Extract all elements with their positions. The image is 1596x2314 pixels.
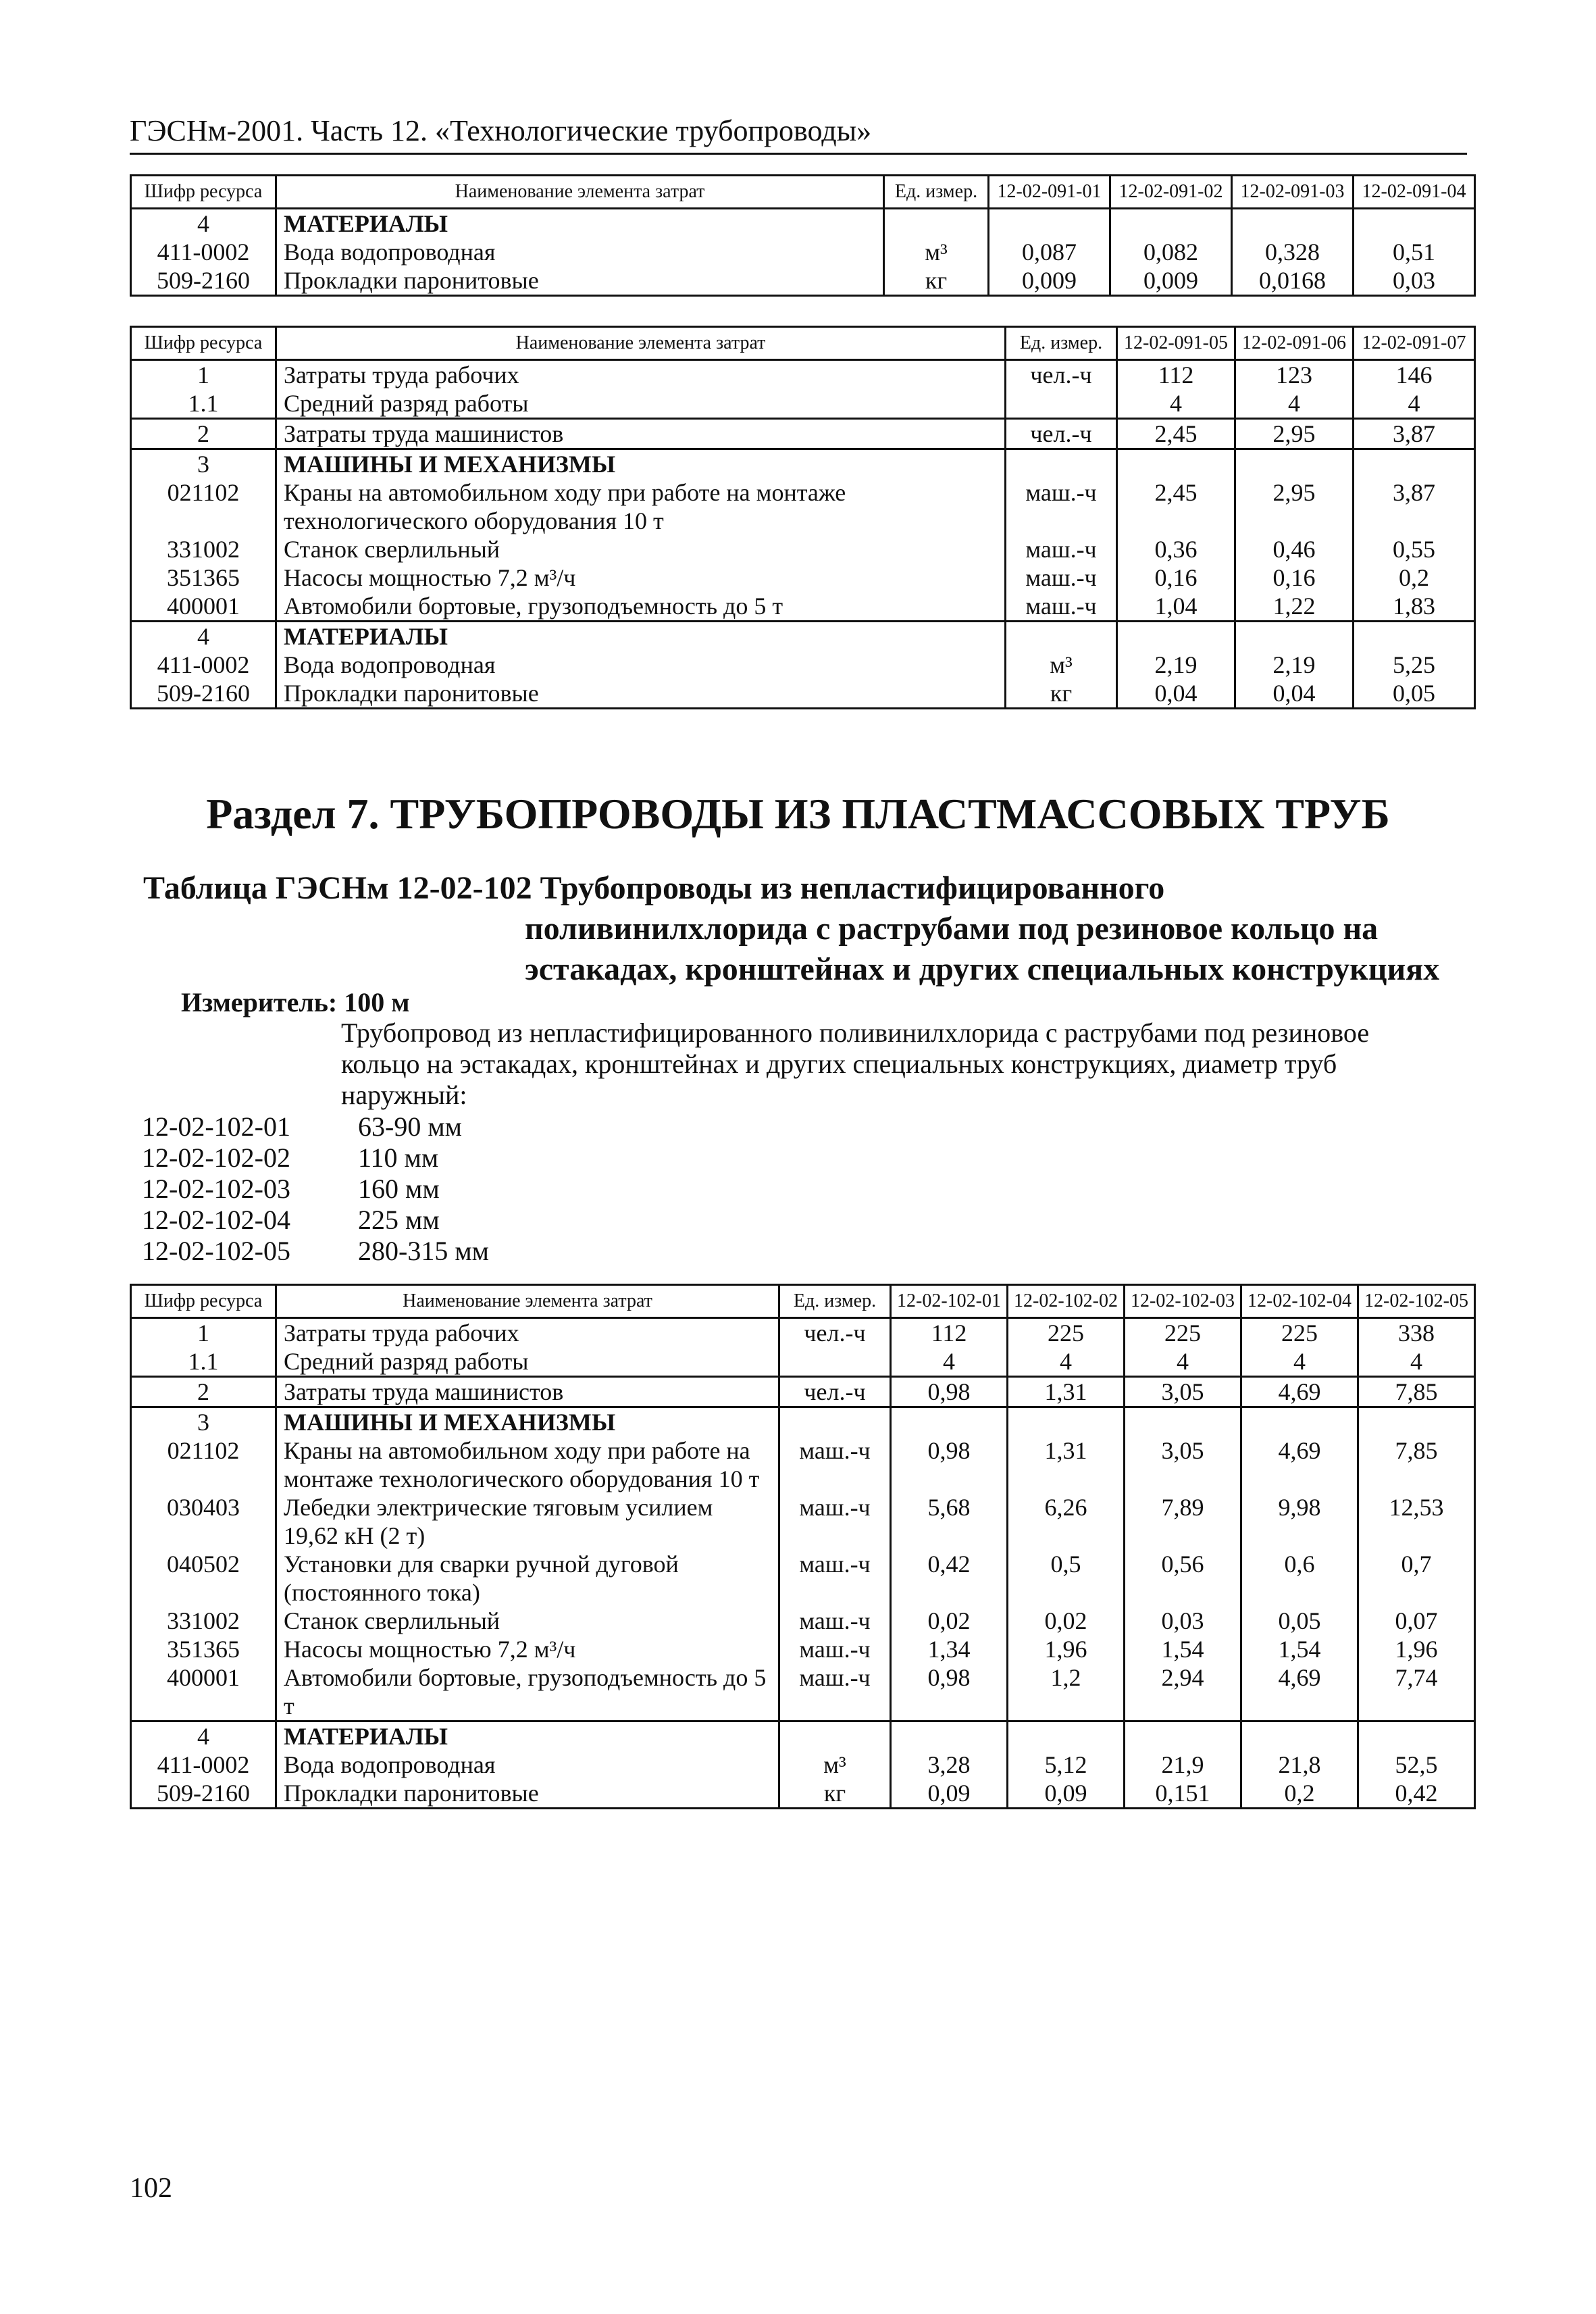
value-cell: 0,02 [1008,1607,1125,1635]
unit: маш.-ч [1006,592,1117,622]
column-header-norm: 12-02-102-05 [1358,1285,1475,1318]
code: 12-02-102-01 [142,1111,290,1142]
resource-code: 4 [131,209,276,238]
value-cell: 0,6 [1241,1550,1358,1607]
value-cell: 0,009 [1110,266,1232,296]
value-cell: 1,96 [1008,1635,1125,1663]
value-cell: 1,83 [1354,592,1475,622]
column-header-norm: 12-02-091-07 [1354,327,1475,360]
table-091-05-07 [130,326,1476,709]
value-cell: 225 [1241,1318,1358,1348]
table-row [131,1779,1475,1809]
value-cell: 0,09 [1008,1779,1125,1809]
resource-code: 2 [131,419,276,449]
table-row [131,1318,1475,1348]
value-cell: 4,69 [1241,1377,1358,1407]
code-list-item [142,1174,489,1205]
table-102 [130,1284,1476,1809]
code-label: 63-90 мм [358,1111,462,1142]
value-cell: 1,31 [1008,1377,1125,1407]
resource-code: 3 [131,449,276,479]
column-header-code: Шифр ресурса [131,176,276,209]
resource-code: 4 [131,1721,276,1751]
value-cell: 0,04 [1117,679,1235,709]
value-cell: 3,05 [1125,1436,1241,1493]
value-cell [1008,1721,1125,1751]
table-row [131,1377,1475,1407]
value-cell: 0,05 [1241,1607,1358,1635]
column-header-name: Наименование элемента затрат [276,176,884,209]
table-row [131,1635,1475,1663]
resource-code: 3 [131,1407,276,1437]
value-cell: 7,85 [1358,1377,1475,1407]
resource-code: 351365 [131,563,276,592]
unit: маш.-ч [779,1436,891,1493]
table-row [131,1550,1475,1607]
value-cell: 4 [1358,1347,1475,1377]
value-cell: 0,36 [1117,535,1235,563]
value-cell: 123 [1235,360,1354,390]
resource-name: Затраты труда рабочих [276,1318,779,1348]
value-cell: 1,22 [1235,592,1354,622]
resource-name: Насосы мощностью 7,2 м³/ч [276,1635,779,1663]
resource-code: 4 [131,622,276,651]
value-cell: 0,05 [1354,679,1475,709]
description: Трубопровод из непластифицированного поливинилхлорида с раструбами под резиновое кольцо на эстакадах, кронштейнах и других специальных конструкциях, диаметр труб наружный: [341,1017,1370,1110]
resource-name: Станок сверлильный [276,535,1006,563]
value-cell: 112 [891,1318,1008,1348]
resource-name: Затраты труда машинистов [276,1377,779,1407]
value-cell: 0,009 [989,266,1110,296]
resource-name: Прокладки паронитовые [276,1779,779,1809]
unit: кг [884,266,989,296]
value-cell: 0,328 [1232,238,1354,266]
value-cell: 0,03 [1125,1607,1241,1635]
table-row [131,563,1475,592]
value-cell: 2,45 [1117,419,1235,449]
resource-code: 021102 [131,478,276,535]
value-cell [1354,622,1475,651]
resource-code: 030403 [131,1493,276,1550]
table-row [131,449,1475,479]
unit: кг [779,1779,891,1809]
value-cell: 0,04 [1235,679,1354,709]
value-cell: 4 [1008,1347,1125,1377]
value-cell [1241,1407,1358,1437]
resource-code: 400001 [131,592,276,622]
value-cell: 0,09 [891,1779,1008,1809]
value-cell: 0,98 [891,1377,1008,1407]
resource-name: Прокладки паронитовые [276,679,1006,709]
value-cell: 0,46 [1235,535,1354,563]
resource-code: 351365 [131,1635,276,1663]
value-cell: 0,082 [1110,238,1232,266]
column-header-norm: 12-02-091-04 [1354,176,1475,209]
table-row [131,1721,1475,1751]
unit: чел.-ч [779,1318,891,1348]
column-header-norm: 12-02-102-01 [891,1285,1008,1318]
unit [779,1407,891,1437]
resource-name: МАШИНЫ И МЕХАНИЗМЫ [276,1407,779,1437]
resource-name: Лебедки электрические тяговым усилием 19,62 кН (2 т) [276,1493,779,1550]
table-title-line-1: Таблица ГЭСНм 12-02-102 Трубопроводы из непластифицированного [143,870,1165,906]
column-header-name: Наименование элемента затрат [276,1285,779,1318]
table-row [131,651,1475,679]
resource-name: Автомобили бортовые, грузоподъемность до 5 т [276,1663,779,1721]
table-row [131,622,1475,651]
unit: чел.-ч [1006,360,1117,390]
value-cell: 7,89 [1125,1493,1241,1550]
code-label: 110 мм [358,1142,439,1173]
value-cell: 3,87 [1354,419,1475,449]
value-cell [1110,209,1232,238]
value-cell: 0,42 [1358,1779,1475,1809]
value-cell: 1,96 [1358,1635,1475,1663]
table-title [143,868,1460,990]
value-cell: 4 [1354,389,1475,419]
value-cell: 2,95 [1235,419,1354,449]
page-header: ГЭСНм-2001. Часть 12. «Технологические трубопроводы» [130,114,872,147]
resource-name: Вода водопроводная [276,1751,779,1779]
table-row [131,266,1475,296]
value-cell: 225 [1125,1318,1241,1348]
table-row [131,478,1475,535]
column-header-norm: 12-02-102-03 [1125,1285,1241,1318]
unit: кг [1006,679,1117,709]
value-cell [1117,622,1235,651]
resource-name: Вода водопроводная [276,651,1006,679]
resource-code: 040502 [131,1550,276,1607]
table-row [131,1751,1475,1779]
table-row [131,1407,1475,1437]
value-cell: 3,28 [891,1751,1008,1779]
unit: маш.-ч [1006,563,1117,592]
value-cell: 0,42 [891,1550,1008,1607]
value-cell: 0,2 [1354,563,1475,592]
unit: маш.-ч [779,1663,891,1721]
value-cell [1235,449,1354,479]
code-list [142,1111,489,1267]
column-header-code: Шифр ресурса [131,1285,276,1318]
value-cell: 0,98 [891,1663,1008,1721]
value-cell [989,209,1110,238]
value-cell: 2,45 [1117,478,1235,535]
value-cell: 5,68 [891,1493,1008,1550]
table-title-line-3: эстакадах, кронштейнах и других специальных конструкциях [525,951,1440,987]
value-cell: 4 [1235,389,1354,419]
value-cell: 3,05 [1125,1377,1241,1407]
resource-code: 400001 [131,1663,276,1721]
code: 12-02-102-04 [142,1205,290,1235]
unit: маш.-ч [779,1493,891,1550]
code-list-item [142,1142,489,1174]
value-cell: 2,19 [1117,651,1235,679]
code-list-item [142,1236,489,1267]
resource-name: Автомобили бортовые, грузоподъемность до 5 т [276,592,1006,622]
resource-name: Станок сверлильный [276,1607,779,1635]
table-row [131,1347,1475,1377]
table-row [131,1663,1475,1721]
table-row [131,238,1475,266]
value-cell: 4 [1117,389,1235,419]
value-cell: 2,95 [1235,478,1354,535]
unit [1006,389,1117,419]
value-cell: 0,7 [1358,1550,1475,1607]
resource-name: МАТЕРИАЛЫ [276,622,1006,651]
resource-code: 1.1 [131,1347,276,1377]
code-label: 160 мм [358,1174,440,1204]
value-cell: 4 [1125,1347,1241,1377]
resource-code: 2 [131,1377,276,1407]
value-cell: 4,69 [1241,1436,1358,1493]
value-cell: 6,26 [1008,1493,1125,1550]
value-cell: 1,04 [1117,592,1235,622]
column-header-norm: 12-02-091-01 [989,176,1110,209]
resource-code: 411-0002 [131,238,276,266]
table-row [131,389,1475,419]
unit [884,209,989,238]
value-cell: 225 [1008,1318,1125,1348]
column-header-norm: 12-02-091-03 [1232,176,1354,209]
value-cell: 0,03 [1354,266,1475,296]
column-header-norm: 12-02-102-04 [1241,1285,1358,1318]
value-cell: 0,087 [989,238,1110,266]
header-rule [130,153,1467,155]
unit [1006,622,1117,651]
value-cell [1358,1407,1475,1437]
resource-code: 331002 [131,535,276,563]
value-cell: 1,54 [1241,1635,1358,1663]
value-cell: 4,69 [1241,1663,1358,1721]
resource-name: Насосы мощностью 7,2 м³/ч [276,563,1006,592]
resource-code: 1.1 [131,389,276,419]
value-cell: 0,07 [1358,1607,1475,1635]
column-header-norm: 12-02-102-02 [1008,1285,1125,1318]
resource-name: Краны на автомобильном ходу при работе на монтаже технологического оборудования 10 т [276,478,1006,535]
unit: м³ [779,1751,891,1779]
value-cell: 0,02 [891,1607,1008,1635]
unit: маш.-ч [779,1550,891,1607]
value-cell: 0,55 [1354,535,1475,563]
header-row [131,1285,1475,1318]
resource-name: Затраты труда рабочих [276,360,1006,390]
table-091-01-04 [130,174,1476,297]
resource-code: 509-2160 [131,266,276,296]
resource-code: 331002 [131,1607,276,1635]
value-cell: 21,9 [1125,1751,1241,1779]
resource-code: 021102 [131,1436,276,1493]
value-cell: 0,151 [1125,1779,1241,1809]
resource-name: Средний разряд работы [276,389,1006,419]
resource-name: МАШИНЫ И МЕХАНИЗМЫ [276,449,1006,479]
value-cell: 0,0168 [1232,266,1354,296]
resource-name: Вода водопроводная [276,238,884,266]
resource-name: Прокладки паронитовые [276,266,884,296]
value-cell [1125,1721,1241,1751]
resource-code: 411-0002 [131,651,276,679]
value-cell: 1,54 [1125,1635,1241,1663]
table-row [131,535,1475,563]
value-cell [1354,209,1475,238]
header-row [131,327,1475,360]
value-cell: 4 [891,1347,1008,1377]
column-header-unit: Ед. измер. [884,176,989,209]
table-row [131,1436,1475,1493]
header-row [131,176,1475,209]
table-row [131,1493,1475,1550]
column-header-norm: 12-02-091-06 [1235,327,1354,360]
code: 12-02-102-02 [142,1142,290,1173]
value-cell [891,1407,1008,1437]
value-cell [1358,1721,1475,1751]
code-label: 280-315 мм [358,1236,489,1266]
value-cell: 2,94 [1125,1663,1241,1721]
value-cell [1354,449,1475,479]
unit: маш.-ч [1006,535,1117,563]
code-label: 225 мм [358,1205,440,1235]
code: 12-02-102-03 [142,1174,290,1204]
value-cell: 146 [1354,360,1475,390]
value-cell: 5,25 [1354,651,1475,679]
value-cell: 9,98 [1241,1493,1358,1550]
value-cell [1117,449,1235,479]
unit: маш.-ч [779,1607,891,1635]
value-cell [1241,1721,1358,1751]
value-cell: 0,2 [1241,1779,1358,1809]
value-cell: 1,31 [1008,1436,1125,1493]
value-cell [1232,209,1354,238]
resource-code: 509-2160 [131,679,276,709]
resource-code: 509-2160 [131,1779,276,1809]
column-header-name: Наименование элемента затрат [276,327,1006,360]
value-cell [1008,1407,1125,1437]
unit: м³ [884,238,989,266]
unit [1006,449,1117,479]
resource-name: МАТЕРИАЛЫ [276,209,884,238]
column-header-unit: Ед. измер. [779,1285,891,1318]
resource-code: 1 [131,360,276,390]
value-cell: 0,98 [891,1436,1008,1493]
unit [779,1721,891,1751]
table-row [131,592,1475,622]
table-row [131,679,1475,709]
column-header-code: Шифр ресурса [131,327,276,360]
table-row [131,209,1475,238]
value-cell: 12,53 [1358,1493,1475,1550]
value-cell: 21,8 [1241,1751,1358,1779]
value-cell: 112 [1117,360,1235,390]
column-header-unit: Ед. измер. [1006,327,1117,360]
code-list-item [142,1111,489,1142]
unit: м³ [1006,651,1117,679]
table-row [131,1607,1475,1635]
resource-name: Установки для сварки ручной дуговой (постоянного тока) [276,1550,779,1607]
value-cell: 4 [1241,1347,1358,1377]
value-cell [1235,622,1354,651]
table-title-line-2: поливинилхлорида с раструбами под резиновое кольцо на [525,911,1379,947]
value-cell: 0,16 [1235,563,1354,592]
column-header-norm: 12-02-091-02 [1110,176,1232,209]
meter: Измеритель: 100 м [181,987,410,1017]
value-cell: 0,16 [1117,563,1235,592]
value-cell: 52,5 [1358,1751,1475,1779]
value-cell: 0,5 [1008,1550,1125,1607]
value-cell: 7,85 [1358,1436,1475,1493]
value-cell: 5,12 [1008,1751,1125,1779]
page-number: 102 [130,2173,172,2204]
unit: маш.-ч [1006,478,1117,535]
unit: чел.-ч [779,1377,891,1407]
resource-name: МАТЕРИАЛЫ [276,1721,779,1751]
value-cell: 338 [1358,1318,1475,1348]
value-cell [1125,1407,1241,1437]
unit: маш.-ч [779,1635,891,1663]
resource-name: Затраты труда машинистов [276,419,1006,449]
resource-name: Средний разряд работы [276,1347,779,1377]
value-cell: 3,87 [1354,478,1475,535]
resource-code: 411-0002 [131,1751,276,1779]
code: 12-02-102-05 [142,1236,290,1266]
value-cell: 2,19 [1235,651,1354,679]
table-row [131,360,1475,390]
resource-code: 1 [131,1318,276,1348]
value-cell: 7,74 [1358,1663,1475,1721]
value-cell: 0,56 [1125,1550,1241,1607]
resource-name: Краны на автомобильном ходу при работе на монтаже технологического оборудования 10 т [276,1436,779,1493]
value-cell: 1,2 [1008,1663,1125,1721]
column-header-norm: 12-02-091-05 [1117,327,1235,360]
code-list-item [142,1205,489,1236]
unit [779,1347,891,1377]
table-row [131,419,1475,449]
value-cell: 0,51 [1354,238,1475,266]
section-title: Раздел 7. ТРУБОПРОВОДЫ ИЗ ПЛАСТМАССОВЫХ ТРУБ [206,790,1390,838]
value-cell: 1,34 [891,1635,1008,1663]
value-cell [891,1721,1008,1751]
unit: чел.-ч [1006,419,1117,449]
